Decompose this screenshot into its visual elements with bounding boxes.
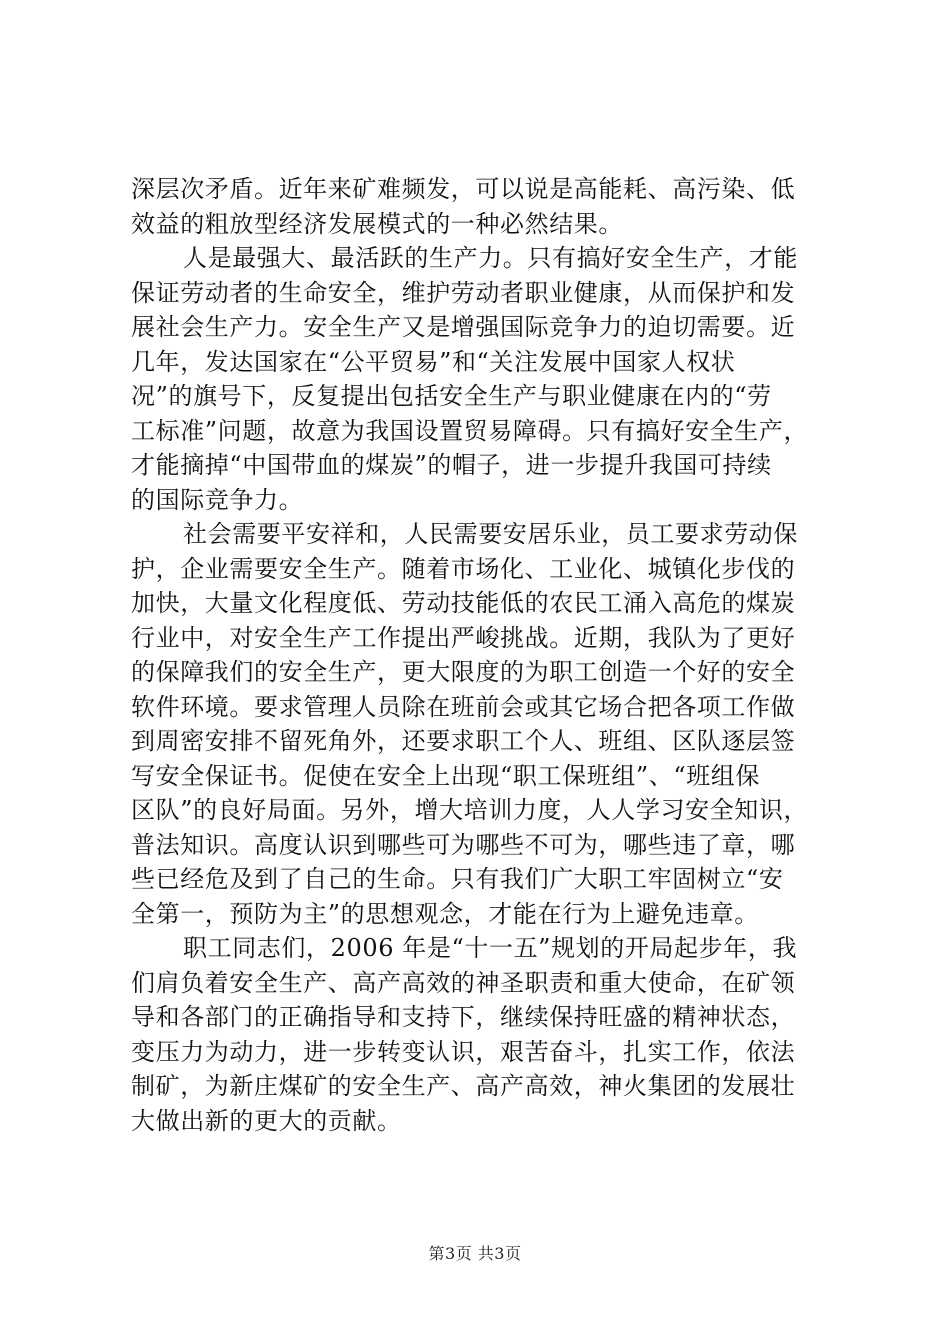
text-line: 到周密安排不留死角外，还要求职工个人、班组、区队逐层签 <box>131 727 796 755</box>
text-line: 社会需要平安祥和，人民需要安居乐业，员工要求劳动保 <box>183 520 798 548</box>
text-line: 效益的粗放型经济发展模式的一种必然结果。 <box>131 209 623 238</box>
page-footer: 第3页 共3页 <box>428 1244 522 1263</box>
text-line: 导和各部门的正确指导和支持下，继续保持旺盛的精神状态， <box>131 1003 796 1031</box>
text-line: 些已经危及到了自己的生命。只有我们广大职工牢固树立“安 <box>131 865 784 893</box>
text-line: 全第一，预防为主”的思想观念，才能在行为上避免违章。 <box>131 899 759 928</box>
text-line: 们肩负着安全生产、高产高效的神圣职责和重大使命，在矿领 <box>131 968 796 997</box>
text-line: 保证劳动者的生命安全，维护劳动者职业健康，从而保护和发 <box>131 278 796 307</box>
text-line: 区队”的良好局面。另外，增大培训力度，人人学习安全知识， <box>131 796 809 824</box>
text-line: 才能摘掉“中国带血的煤炭”的帽子，进一步提升我国可持续 <box>131 451 772 479</box>
text-line: 深层次矛盾。近年来矿难频发，可以说是高能耗、高污染、低 <box>131 175 796 203</box>
text-line: 的保障我们的安全生产，更大限度的为职工创造一个好的安全 <box>131 658 796 686</box>
document-body <box>131 172 831 1138</box>
text-line: 制矿，为新庄煤矿的安全生产、高产高效，神火集团的发展壮 <box>131 1072 796 1100</box>
text-line: 软件环境。要求管理人员除在班前会或其它场合把各项工作做 <box>131 692 796 721</box>
text-line: 况”的旗号下，反复提出包括安全生产与职业健康在内的“劳 <box>131 382 772 410</box>
text-line: 职工同志们，2006 年是“十一五”规划的开局起步年，我 <box>183 934 798 962</box>
text-line: 人是最强大、最活跃的生产力。只有搞好安全生产，才能 <box>183 244 798 272</box>
text-line: 行业中，对安全生产工作提出严峻挑战。近期，我队为了更好 <box>131 623 796 652</box>
text-line: 护，企业需要安全生产。随着市场化、工业化、城镇化步伐的 <box>131 554 796 583</box>
text-line: 几年，发达国家在“公平贸易”和“关注发展中国家人权状 <box>131 347 736 376</box>
text-line: 加快，大量文化程度低、劳动技能低的农民工涌入高危的煤炭 <box>131 589 796 617</box>
text-line: 普法知识。高度认识到哪些可为哪些不可为，哪些违了章，哪 <box>131 830 796 859</box>
text-line: 写安全保证书。促使在安全上出现“职工保班组”、“班组保 <box>131 761 761 790</box>
text-line: 展社会生产力。安全生产又是增强国际竞争力的迫切需要。近 <box>131 313 796 341</box>
text-line: 的国际竞争力。 <box>131 485 304 514</box>
text-line: 大做出新的更大的贡献。 <box>131 1106 402 1135</box>
text-line: 变压力为动力，进一步转变认识，艰苦奋斗，扎实工作，依法 <box>131 1037 796 1066</box>
text-line: 工标准”问题，故意为我国设置贸易障碍。只有搞好安全生产， <box>131 416 809 445</box>
